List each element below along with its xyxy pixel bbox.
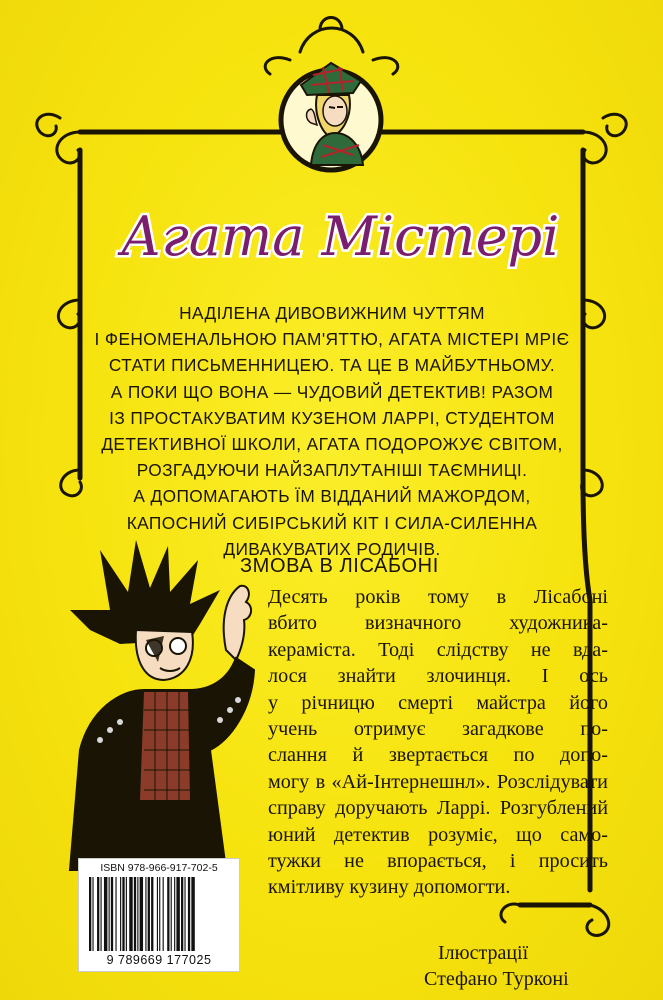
series-title-text: Агата Містері bbox=[120, 205, 560, 268]
barcode-bar bbox=[188, 877, 190, 951]
barcode-bar bbox=[181, 877, 183, 951]
barcode-bar bbox=[104, 877, 107, 951]
barcode-bar bbox=[111, 877, 113, 951]
barcode-bar bbox=[137, 877, 138, 951]
barcode-bar bbox=[120, 877, 121, 951]
barcode-bars bbox=[87, 877, 231, 951]
isbn-barcode bbox=[78, 858, 240, 972]
intro-line: НАДІЛЕНА ДИВОВИЖНИМ ЧУТТЯМ bbox=[179, 303, 485, 323]
synopsis-line: лося знайти злочинця. І ось bbox=[268, 665, 608, 688]
synopsis-line: кераміста. Тоді слідству не вда- bbox=[268, 638, 608, 661]
barcode-bar bbox=[89, 877, 91, 951]
intro-line: І ФЕНОМЕНАЛЬНОЮ ПАМ'ЯТТЮ, АГАТА МІСТЕРІ МРІЄ bbox=[94, 329, 570, 350]
agatha-portrait-icon bbox=[283, 45, 379, 165]
intro-line: РОЗГАДУЮЧИ НАЙЗАПЛУТАНІШІ ТАЄМНИЦІ. bbox=[136, 460, 528, 481]
barcode-digits: 9 789669 177025 bbox=[106, 953, 212, 967]
credit-label: Ілюстрації bbox=[438, 942, 529, 964]
synopsis-line: могу в «Ай-Інтернешнл». Розслідувати bbox=[268, 770, 608, 793]
synopsis-line: вбито визначного художника- bbox=[268, 612, 608, 635]
barcode-bar bbox=[126, 877, 127, 951]
barcode-bar bbox=[159, 877, 160, 951]
barcode-bar bbox=[140, 877, 143, 951]
synopsis-line: у річницю смерті майстра його bbox=[268, 691, 608, 714]
barcode-bar bbox=[167, 877, 169, 951]
barcode-bar bbox=[176, 877, 179, 951]
larry-figure-icon bbox=[40, 540, 270, 870]
barcode-bar bbox=[134, 877, 136, 951]
synopsis-line: юний детектив розуміє, що само- bbox=[268, 823, 608, 846]
intro-line: А ПОКИ ЩО ВОНА — ЧУДОВИЙ ДЕТЕКТИВ! РАЗОМ bbox=[110, 381, 554, 402]
barcode-bar bbox=[174, 877, 175, 951]
synopsis-line: Десять років тому в Лісабоні bbox=[268, 586, 608, 608]
barcode-bar bbox=[145, 877, 146, 951]
barcode-bar bbox=[191, 877, 194, 951]
barcode-bar bbox=[157, 877, 158, 951]
barcode-bar bbox=[148, 877, 150, 951]
barcode-bar bbox=[184, 877, 185, 951]
barcode-bar bbox=[129, 877, 132, 951]
synopsis-paragraph bbox=[268, 584, 608, 901]
barcode-bar bbox=[151, 877, 153, 951]
credit-name: Стефано Турконі bbox=[424, 968, 569, 990]
intro-paragraph bbox=[82, 300, 582, 562]
synopsis-line: тужки не впорається, і просить bbox=[268, 850, 608, 873]
intro-line: ДЕТЕКТИВНОЇ ШКОЛИ, АГАТА ПОДОРОЖУЄ СВІТОМ, bbox=[101, 434, 563, 455]
barcode-bar bbox=[92, 877, 93, 951]
barcode-bar bbox=[115, 877, 116, 951]
barcode-bar bbox=[122, 877, 124, 951]
synopsis-line: учень отримує загадкове по- bbox=[268, 718, 608, 741]
intro-line: ІЗ ПРОСТАКУВАТИМ КУЗЕНОМ ЛАРРІ, СТУДЕНТОМ bbox=[109, 407, 555, 428]
intro-line: А ДОПОМАГАЮТЬ ЇМ ВІДДАНИЙ МАЖОРДОМ, bbox=[133, 486, 531, 507]
barcode-bar bbox=[97, 877, 99, 951]
barcode-bar bbox=[171, 877, 172, 951]
synopsis-line: слання й звертається по допо- bbox=[268, 744, 608, 767]
book-title: ЗМОВА В ЛІСАБОНІ bbox=[240, 555, 439, 577]
intro-line: ДИВАКУВАТИХ РОДИЧІВ. bbox=[223, 538, 441, 559]
isbn-label: ISBN 978-966-917-702-5 bbox=[100, 862, 218, 874]
series-title bbox=[120, 185, 560, 285]
illustrator-credit bbox=[424, 940, 634, 992]
intro-line: КАПОСНИЙ СИБІРСЬКИЙ КІТ І СИЛА-СИЛЕННА bbox=[126, 512, 538, 533]
intro-line: СТАТИ ПИСЬМЕННИЦЕЮ. ТА ЦЕ В МАЙБУТНЬОМУ. bbox=[108, 355, 556, 376]
barcode-bar bbox=[101, 877, 102, 951]
synopsis-line: справу доручають Ларрі. Розгублений bbox=[268, 797, 608, 820]
synopsis-line: кмітливу кузину допомогти. bbox=[268, 876, 511, 899]
barcode-bar bbox=[163, 877, 164, 951]
barcode-bar bbox=[109, 877, 110, 951]
